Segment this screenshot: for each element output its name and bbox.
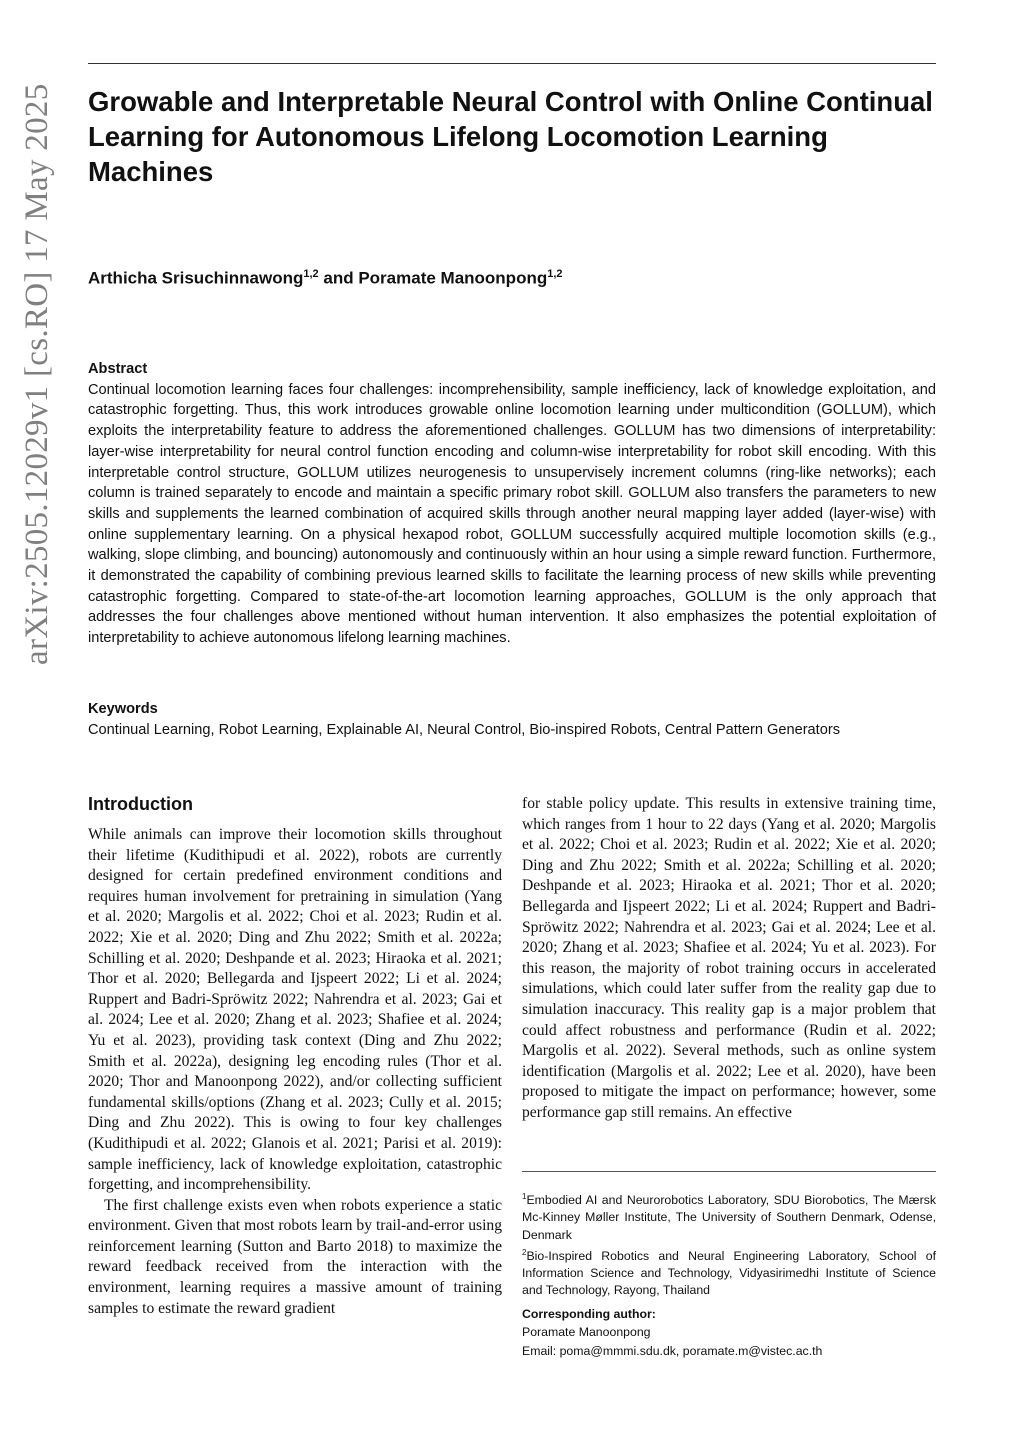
affiliation-footnotes <box>522 1188 936 1299</box>
right-column <box>522 794 936 1124</box>
paper-title: Growable and Interpretable Neural Control with Online Continual Learning for Autonomous Lifelong Locomotion Learning Machines <box>88 86 933 187</box>
abstract-heading: Abstract <box>88 361 148 377</box>
arxiv-identifier-stamp: arXiv:2505.12029v1 [cs.RO] 17 May 2025 <box>19 83 55 665</box>
keywords-heading: Keywords <box>88 701 158 717</box>
keywords-text: Continual Learning, Robot Learning, Explainable AI, Neural Control, Bio-inspired Robots, Central Pattern Generators <box>88 721 841 738</box>
intro-paragraph-continued: for stable policy update. This results in extensive training time, which ranges from 1 hour to 22 days (Yang et al. 2020; Margolis et al. 2022; Choi et al. 2023; Rudin et al. 2022; Xie et al. 2020; Ding and Zhu 2022; Smith et al. 2022a; Schilling et al. 2020; Deshpande et al. 2023; Hiraoka et al. 2021; Thor et al. 2020; Bellegarda and Ijspeert 2022; Li et al. 2024; Ruppert and Badri-Spröwitz 2022; Nahrendra et al. 2023; Gai et al. 2024; Lee et al. 2020; Zhang et al. 2023; Shafiee et al. 2024; Yu et al. 2023). For this reason, the majority of robot training occurs in accelerated simulations, which could later suffer from the reality gap due to simulation inaccuracy. This reality gap is a major problem that could affect robustness and performance (Rudin et al. 2022; Margolis et al. 2022). Several methods, such as online system identification (Margolis et al. 2022; Lee et al. 2020), have been proposed to mitigate the impact on performance; however, some performance gap still remains. An effective <box>522 795 936 1121</box>
footnote-rule <box>522 1171 936 1172</box>
footnote-1 <box>522 1188 936 1244</box>
footnote-text: Embodied AI and Neurorobotics Laboratory, SDU Biorobotics, The Mærsk Mc-Kinney Møller Institute, The University of Southern Denmark, Odense, Denmark <box>522 1193 936 1242</box>
corresponding-heading: Corresponding author: <box>522 1307 656 1321</box>
footnote-text: Bio-Inspired Robotics and Neural Engineering Laboratory, School of Information Science and Technology, Vidyasirimedhi Institute of Science and Technology, Rayong, Thailand <box>522 1248 936 1298</box>
keywords-section <box>88 699 936 740</box>
author-affiliation-mark: 1,2 <box>303 268 319 280</box>
abstract-text: Continual locomotion learning faces four challenges: incomprehensibility, sample inefficiency, lack of knowledge exploitation, and catastrophic forgetting. Thus, this work introduces growable online locomotion learning under multicondition (GOLLUM), which exploits the interpretability feature to address the aforementioned challenges. GOLLUM has two dimensions of interpretability: layer-wise interpretability for neural control function encoding and column-wise interpretability for robot skill encoding. With this interpretable control structure, GOLLUM utilizes neurogenesis to unsupervisely increment columns (ring-like networks); each column is trained separately to encode and maintain a specific primary robot skill. GOLLUM also transfers the parameters to new skills and supplements the learned combination of acquired skills through another neural mapping layer added (layer-wise) with online supplementary learning. On a physical hexapod robot, GOLLUM successfully acquired multiple locomotion skills (e.g., walking, slope climbing, and bouncing) autonomously and continuously within an hour using a simple reward function. Furthermore, it demonstrated the capability of combining previous learned skills to facilitate the learning process of new skills while preventing catastrophic forgetting. Compared to state-of-the-art locomotion learning approaches, GOLLUM is the only approach that addresses the four challenges above mentioned without human intervention. It also emphasizes the potential exploitation of interpretability to achieve autonomous lifelong learning machines. <box>88 381 936 647</box>
footnote-mark: 2 <box>522 1247 527 1257</box>
author-list <box>88 268 563 289</box>
author-name: Arthicha Srisuchinnawong <box>88 268 304 288</box>
corresponding-author <box>522 1306 936 1361</box>
author-affiliation-mark: 1,2 <box>547 268 563 280</box>
author-name: Poramate Manoonpong <box>358 268 548 288</box>
left-column <box>88 792 502 1319</box>
intro-paragraph: The first challenge exists even when robots experience a static environment. Given that most robots learn by trail-and-error using reinforcement learning (Sutton and Barto 2018) to maximize the reward feedback received from the interaction with the environment, learning requires a massive amount of training samples to estimate the reward gradient <box>88 1196 502 1317</box>
top-rule <box>88 63 936 64</box>
introduction-heading: Introduction <box>88 794 193 814</box>
author-conjunction: and <box>318 268 359 288</box>
corresponding-email: Email: poma@mmmi.sdu.dk, poramate.m@vistec.ac.th <box>522 1344 823 1358</box>
corresponding-name: Poramate Manoonpong <box>522 1324 651 1339</box>
intro-paragraph: While animals can improve their locomotion skills throughout their lifetime (Kudithipudi et al. 2022), robots are currently designed for certain predefined environment conditions and requires human involvement for pretraining in simulation (Yang et al. 2020; Margolis et al. 2022; Choi et al. 2023; Rudin et al. 2022; Xie et al. 2020; Ding and Zhu 2022; Smith et al. 2022a; Schilling et al. 2020; Deshpande et al. 2023; Hiraoka et al. 2021; Thor et al. 2020; Bellegarda and Ijspeert 2022; Li et al. 2024; Ruppert and Badri-Spröwitz 2022; Nahrendra et al. 2023; Gai et al. 2024; Lee et al. 2020; Zhang et al. 2023; Shafiee et al. 2024; Yu et al. 2023), providing task context (Ding and Zhu 2022; Smith et al. 2022a), designing leg encoding rules (Thor et al. 2020; Thor and Manoonpong 2022), and/or collecting sufficient fundamental skills/options (Zhang et al. 2023; Cully et al. 2015; Ding and Zhu 2022). This is owing to four key challenges (Kudithipudi et al. 2022; Glanois et al. 2021; Parisi et al. 2019): sample inefficiency, lack of knowledge exploitation, catastrophic forgetting, and incomprehensibility. <box>88 826 502 1194</box>
abstract-section <box>88 359 936 649</box>
footnote-2 <box>522 1244 936 1300</box>
footnote-mark: 1 <box>522 1192 527 1201</box>
